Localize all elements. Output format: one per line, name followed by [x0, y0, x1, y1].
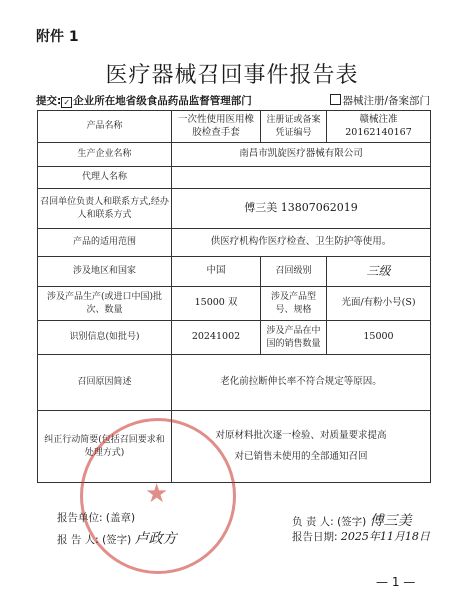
reason-value: 老化前拉断伸长率不符合规定等原因。 [172, 355, 431, 411]
action-line-1: 对原材料批次逐一检验、对质量要求提高 [215, 429, 387, 441]
report-unit-note: (盖章) [105, 512, 136, 524]
report-date-value: 2025年11月18日 [340, 530, 430, 543]
agent-value [172, 167, 431, 189]
quantity-label: 涉及产品生产(或进口中国)批次、数量 [38, 287, 172, 321]
report-date-label: 报告日期: [292, 531, 338, 543]
registration-label: 注册证或备案凭证编号 [261, 111, 327, 143]
submit-other [330, 93, 430, 108]
page-title: 医疗器械召回事件报告表 [105, 63, 359, 88]
region-label: 涉及地区和国家 [38, 257, 172, 287]
table-row [38, 189, 431, 229]
report-date [292, 528, 430, 544]
table-row [38, 229, 431, 257]
checkbox-checked-icon[interactable]: ✓ [61, 97, 72, 108]
agent-label: 代理人名称 [38, 167, 172, 189]
model-value: 光面/有粉小号(S) [327, 287, 431, 321]
model-label: 涉及产品型号、规格 [261, 287, 327, 321]
maker-value: 南昌市凯旋医疗器械有限公司 [172, 143, 431, 167]
report-unit-label: 报告单位: [57, 512, 103, 524]
reason-label: 召回原因简述 [38, 355, 172, 411]
recall-level-label: 召回级别 [261, 257, 327, 287]
table-row [38, 287, 431, 321]
product-name-label: 产品名称 [38, 111, 172, 143]
table-row [38, 411, 431, 483]
contact-value: 傅三美 13807062019 [172, 189, 431, 229]
action-label: 纠正行动简要(包括召回要求和处理方式) [38, 411, 172, 483]
table-row [38, 111, 431, 143]
submit-target [36, 93, 252, 108]
table-row [38, 355, 431, 411]
head-note: (签字) [337, 516, 367, 528]
reporter-note: (签字) [102, 534, 132, 546]
report-form-table [37, 110, 431, 483]
submit-prefix: 提交: [36, 95, 62, 107]
quantity-value: 15000 双 [172, 287, 261, 321]
checkbox-empty-icon[interactable] [330, 94, 341, 105]
reporter-label: 报 告 人: [57, 534, 99, 546]
seal-star-icon: ★ [145, 479, 169, 509]
action-line-2: 对已销售未使用的全部通知召回 [234, 450, 368, 462]
head-signature: 傅三美 [369, 513, 412, 529]
maker-label: 生产企业名称 [38, 143, 172, 167]
head-label: 负 责 人: [292, 516, 334, 528]
sales-label: 涉及产品在中国的销售数量 [261, 321, 327, 355]
table-row [38, 257, 431, 287]
table-row [38, 321, 431, 355]
action-value [172, 411, 431, 483]
head [292, 510, 412, 530]
submit-option-registration: 器械注册/备案部门 [342, 95, 430, 107]
annex-label: 附件 1 [36, 29, 79, 45]
page-number: — 1 — [376, 575, 416, 589]
submit-row [36, 93, 430, 108]
table-row [38, 143, 431, 167]
reporter [57, 528, 177, 548]
registration-value: 赣械注准 20162140167 [327, 111, 431, 143]
recall-level-value: 三级 [327, 257, 431, 287]
identification-label: 识别信息(如批号) [38, 321, 172, 355]
region-value: 中国 [172, 257, 261, 287]
scope-label: 产品的适用范围 [38, 229, 172, 257]
product-name-value: 一次性使用医用橡胶检查手套 [172, 111, 261, 143]
table-row [38, 167, 431, 189]
sales-value: 15000 [327, 321, 431, 355]
submit-option-provincial: 企业所在地省级食品药品监督管理部门 [73, 95, 252, 107]
contact-label: 召回单位负责人和联系方式,经办人和联系方式 [38, 189, 172, 229]
batch-value: 20241002 [172, 321, 261, 355]
scope-value: 供医疗机构作医疗检查、卫生防护等使用。 [172, 229, 431, 257]
reporter-signature: 卢政方 [134, 531, 177, 547]
report-unit [57, 510, 135, 525]
